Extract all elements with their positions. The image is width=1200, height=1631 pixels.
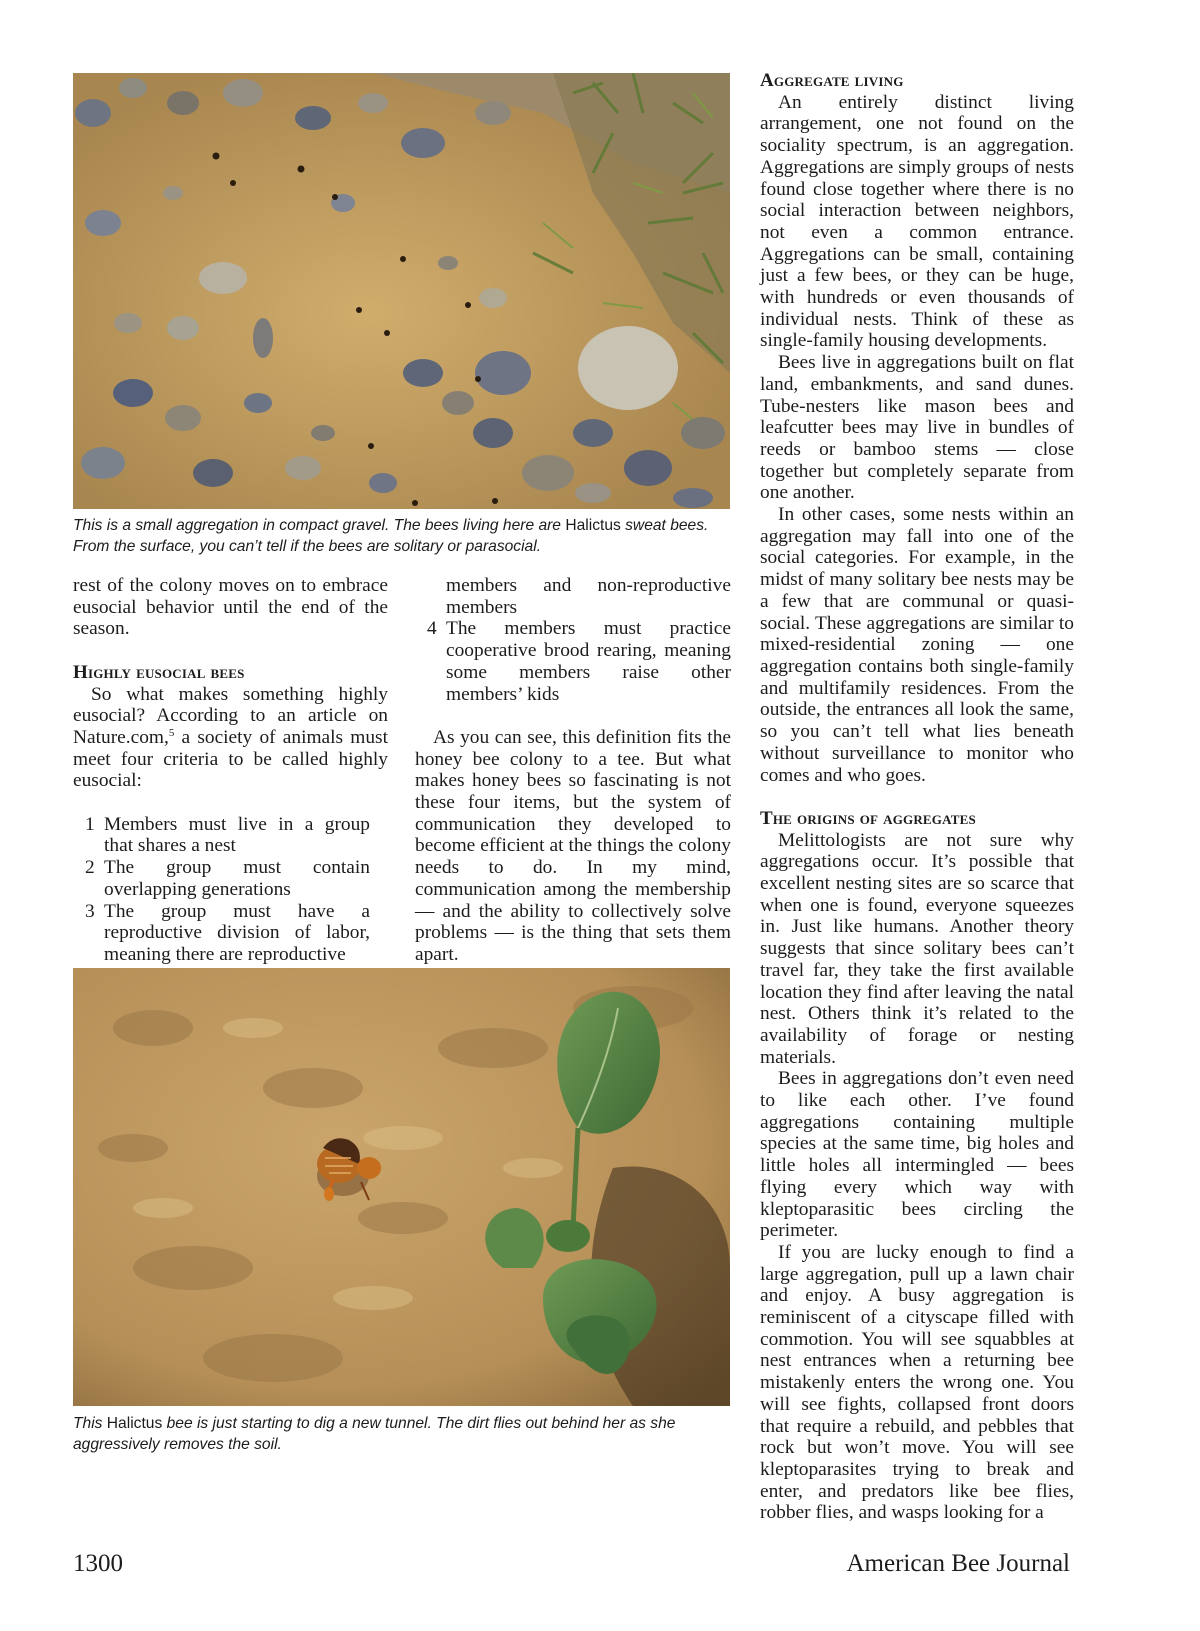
criteria-list-continued	[415, 575, 731, 705]
caption-text: sweat bees. From the surface, you can’t tell if the bees are solitary or parasocial.	[73, 517, 709, 555]
paragraph: An entirely distinct living arrangement, one not found on the sociality spectrum, is an aggregation. Aggregations are simply groups of nests found close together where there is no social interaction between neighbors, not even a common entrance. Aggregations can be small, containing just a few bees, or they can be huge, with hundreds or even thousands of individual nests. Think of these as single-family housing developments.	[760, 91, 1074, 352]
photo-gravel-aggregation	[73, 73, 730, 509]
paragraph: As you can see, this definition fits the honey bee colony to a tee. But what makes honey bees so fascinating is not these four items, but the system of communication they developed to become efficient at the things the colony needs to do. In my mind, communication among the membership — and the ability to collectively solve problems — is the thing that sets them apart.	[415, 726, 731, 965]
criteria-list	[73, 814, 388, 966]
section-heading: Aggregate living	[760, 70, 904, 91]
caption-text: This is a small aggregation in compact gravel. The bees living here are	[73, 517, 566, 534]
right-column	[760, 70, 1074, 1524]
list-text: The group must have a reproductive division of labor, meaning there are reproductive	[104, 900, 370, 965]
paragraph	[73, 684, 388, 793]
paragraph: rest of the colony moves on to embrace eusocial behavior until the end of the season.	[73, 575, 388, 640]
paragraph: In other cases, some nests within an aggregation may fall into one of the social categories. For example, in the midst of many solitary bee nests may be a few that are communal or quasi-social. These aggregations are similar to mixed-residential zoning — one aggregation contains both single-family and multifamily residences. From the outside, the entrances all look the same, so you can’t tell what lies beneath without surveillance to monitor who comes and who goes.	[760, 504, 1074, 786]
list-number: 2	[85, 857, 95, 879]
section-heading: The origins of aggregates	[760, 807, 976, 829]
caption-genus: Halictus	[106, 1415, 163, 1432]
list-number: 4	[427, 618, 437, 640]
paragraph-text: So what makes something highly eusocial? According to an article on Nature.com,	[73, 683, 388, 748]
footnote-marker: 5	[168, 726, 175, 739]
list-item	[73, 901, 388, 966]
list-number: 1	[85, 813, 95, 835]
caption-text: This	[73, 1415, 107, 1432]
caption-text: bee is just starting to dig a new tunnel. The dirt flies out behind her as she aggressively removes the soil.	[73, 1415, 676, 1453]
list-text: The group must contain overlapping generations	[104, 857, 370, 900]
journal-name: American Bee Journal	[846, 1550, 1070, 1577]
list-item	[415, 618, 731, 705]
list-text: Members must live in a group that shares a nest	[104, 813, 370, 857]
page-number: 1300	[73, 1550, 123, 1577]
list-item	[73, 857, 388, 900]
paragraph: If you are lucky enough to find a large aggregation, pull up a lawn chair and enjoy. A busy aggregation is reminiscent of a cityscape filled with commotion. You will see squabbles at nest entrances when a returning bee mistakenly enters the wrong one. You will see fights, collapsed front doors that require a rebuild, and pebbles that rock but won’t move. You will see kleptoparasites trying to break and enter, and predators like bee flies, robber flies, and wasps looking for a	[760, 1241, 1074, 1524]
caption-genus: Halictus	[565, 517, 621, 534]
list-number: 3	[85, 900, 95, 922]
paragraph: Bees in aggregations don’t even need to like each other. I’ve found aggregations containing multiple species at the same time, big holes and little holes all intermingled — bees flying every which way with kleptoparasitic bees circling the perimeter.	[760, 1068, 1074, 1242]
photo-caption-gravel	[73, 515, 733, 557]
list-item	[415, 575, 731, 618]
photo-caption-digging	[73, 1413, 733, 1455]
list-item	[73, 814, 388, 857]
list-text: The members must practice cooperative brood rearing, meaning some members raise other members’ kids	[446, 618, 731, 705]
photo-halictus-digging	[73, 968, 730, 1406]
middle-column	[415, 575, 731, 966]
paragraph-text: a society of animals must meet four criteria to be called highly eusocial:	[73, 726, 388, 792]
list-text: members and non-reproductive members	[446, 575, 731, 618]
paragraph: Bees live in aggregations built on flat land, embankments, and sand dunes. Tube-nesters like mason bees and leafcutter bees may live in bundles of reeds or bamboo stems — close together but completely separate from one another.	[760, 352, 1074, 504]
left-column	[73, 575, 388, 966]
paragraph: Melittologists are not sure why aggregations occur. It’s possible that excellent nesting sites are so scarce that when one is found, everyone squeezes in. Just like humans. Another theory suggests that since solitary bees can’t travel far, they take the first available location they find after leaving the natal nest. Others think it’s related to the availability of forage or nesting materials.	[760, 829, 1074, 1068]
section-heading: Highly eusocial bees	[73, 661, 245, 683]
